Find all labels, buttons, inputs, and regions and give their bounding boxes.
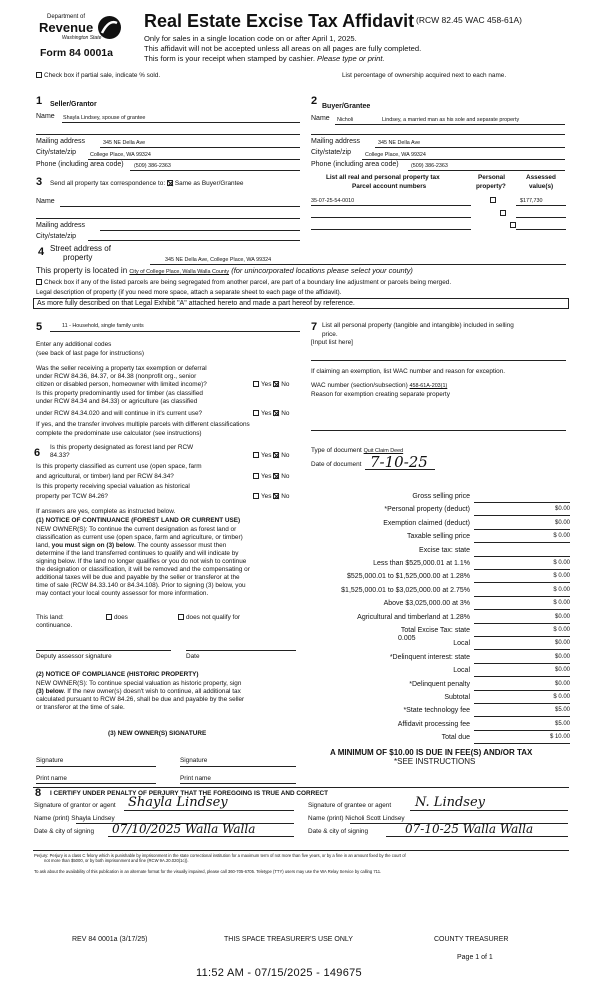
tax-row-label: Exemption claimed (deduct) xyxy=(383,519,470,527)
accessibility-note: To ask about the availability of this publication in an alternate format for the visually impaired, please call 360-705-6705. Teletype (TTY) users may use the WA Relay Service by calling 711. xyxy=(34,869,382,874)
buyer-mail-field[interactable]: 345 NE Della Ave xyxy=(378,140,421,146)
personal-prop-label-2: price. xyxy=(322,331,338,338)
correspondence-name-label: Name xyxy=(36,198,55,205)
if-yes-note: If answers are yes, complete as instructed below. xyxy=(36,508,176,515)
q-historic-yesno[interactable]: Yes No xyxy=(253,493,289,500)
buyer-phone-field[interactable]: (509) 386-2363 xyxy=(411,163,448,169)
location-line: This property is located in City of College Place, Walla Walla County (for unincorporated locations please select your county) xyxy=(36,266,413,275)
seller-name-label: Name xyxy=(36,113,55,120)
certification-statement: I CERTIFY UNDER PENALTY OF PERJURY THAT THE FOREGOING IS TRUE AND CORRECT xyxy=(50,790,329,797)
tax-row-value[interactable]: $5.00 xyxy=(554,707,570,714)
revision-label: REV 84 0001a (3/17/25) xyxy=(72,936,148,943)
q-multiple-1: If yes, and the transfer involves multiple parcels with different classifications xyxy=(36,421,250,428)
nc-line-4: determine if the land transferred continues to qualify and will indicate by xyxy=(36,550,239,557)
perjury-note-2: not more than $5000, or by both imprisonment and fine (RCW 9A.20.020(1c)). xyxy=(44,858,189,863)
local-rate-text: 0.005 xyxy=(398,635,416,642)
nc-line-5: signing below. If the land no longer qualifies or you do not wish to continue xyxy=(36,558,247,565)
buyer-first-name-field[interactable]: Nicholi xyxy=(337,117,354,123)
street-address-label: Street address of xyxy=(50,244,111,253)
tax-row-value[interactable]: $0.00 xyxy=(554,519,570,526)
segregation-checkbox[interactable]: Check box if any of the listed parcels are being segregated from another parcel, are part of a boundary line adjustment or parcels being merged. xyxy=(36,279,451,286)
deputy-date-label: Date xyxy=(186,653,200,660)
section-4-number: 4 xyxy=(38,246,45,258)
additional-codes-label: Enter any additional codes xyxy=(36,341,112,348)
notice-compliance-title: (2) NOTICE OF COMPLIANCE (HISTORIC PROPERTY) xyxy=(36,671,199,678)
minimum-due-note: A MINIMUM OF $10.00 IS DUE IN FEE(S) AND/OR TAX xyxy=(330,748,533,757)
parcel-header-2: Parcel account numbers xyxy=(352,183,427,190)
personal-prop-input[interactable]: [Input list here] xyxy=(311,339,353,346)
same-as-buyer-checkbox[interactable] xyxy=(167,180,173,186)
section-5-number: 5 xyxy=(36,321,43,333)
county-treasurer-label: COUNTY TREASURER xyxy=(434,936,509,943)
tax-row-label: Agricultural and timberland at 1.28% xyxy=(357,613,470,621)
grantee-print-name[interactable]: Nicholi Scott Lindsey xyxy=(345,815,405,822)
grantee-date-city-label: Date & city of signing xyxy=(308,828,369,835)
grantor-signature[interactable]: Shayla Lindsey xyxy=(128,795,228,810)
q-timber-yesno[interactable]: Yes No xyxy=(253,410,289,417)
q-timber-1: Is this property predominantly used for timber (as classified xyxy=(36,390,203,397)
tax-row-label: *State technology fee xyxy=(403,707,470,715)
tax-row-label: $1,525,000.01 to $3,025,000.00 at 2.75% xyxy=(341,586,470,594)
q-exemption-3: citizen or disabled person, homeowner with limited income)? xyxy=(36,381,207,388)
section-8-number: 8 xyxy=(35,787,42,799)
q-historic-1: Is this property receiving special valuation as historical xyxy=(36,483,190,490)
rcw-ref: (RCW 82.45 WAC 458-61A) xyxy=(416,15,522,25)
exemption-label: If claiming an exemption, list WAC number and reason for exception. xyxy=(311,368,506,375)
buyer-city-field[interactable]: College Place, WA 99324 xyxy=(365,152,426,158)
tax-row-value[interactable]: $0.00 xyxy=(554,640,570,647)
see-instructions-note: *SEE INSTRUCTIONS xyxy=(394,757,476,766)
perjury-note-1: Perjury: Perjury is a class C felony which is punishable by imprisonment in the state correctional institution for a maximum term of not more than five years, or by a fine in an amount fixed by the court of xyxy=(34,853,406,858)
deputy-signature-label: Deputy assessor signature xyxy=(36,653,112,660)
seller-city-field[interactable]: College Place, WA 99324 xyxy=(90,152,151,158)
doc-type-field[interactable]: Quit Claim Deed xyxy=(363,448,404,454)
section-2-title: Buyer/Grantee xyxy=(322,103,371,110)
wac-line: WAC number (section/subsection) 458-61A-203(1) xyxy=(311,382,448,389)
doc-date-label: Date of document xyxy=(311,461,362,468)
personal-property-checkbox-2[interactable] xyxy=(500,210,506,216)
grantor-date-city[interactable]: 07/10/2025 Walla Walla xyxy=(112,822,256,836)
seller-mail-label: Mailing address xyxy=(36,138,86,145)
tax-row-value[interactable]: $0.00 xyxy=(554,653,570,660)
property-header: property? xyxy=(476,183,506,190)
grantee-signature[interactable]: N. Lindsey xyxy=(415,795,486,810)
tax-row-label: Affidavit processing fee xyxy=(397,720,470,728)
q-multiple-2: complete the predominate use calculator (see instructions) xyxy=(36,430,202,437)
tax-row-value[interactable]: $0.00 xyxy=(554,667,570,674)
dept-text: Department of xyxy=(47,14,86,20)
nc-line-2: classification as current use (open space, farm and agriculture, or timber) xyxy=(36,534,243,541)
seller-phone-label: Phone (including area code) xyxy=(36,161,124,168)
legal-description-field[interactable]: As more fully described on that Legal Exhibit "A" attached hereto and made a part hereof by reference. xyxy=(33,298,569,309)
header-line-1: Only for sales in a single location code on or after April 1, 2025. xyxy=(144,34,357,43)
tax-row-value[interactable]: $ 0.00 xyxy=(553,586,570,593)
q-forest-2: 84.33? xyxy=(50,452,70,459)
location-field[interactable]: City of College Place, Walla Walla County xyxy=(129,269,230,275)
seller-phone-field[interactable]: (509) 386-2363 xyxy=(134,163,171,169)
logo-mark-icon xyxy=(97,15,122,40)
ownership-note: List percentage of ownership acquired next to each name. xyxy=(342,72,507,79)
nc-line-6: the designation or classification, it will be removed and the compensating or xyxy=(36,566,250,573)
tax-row-label: Above $3,025,000.00 at 3% xyxy=(383,600,470,608)
tax-row-label: Excise tax: state xyxy=(419,546,470,554)
assessed-value-field[interactable]: $177,730 xyxy=(520,198,543,204)
tax-row-value[interactable]: $ 0.00 xyxy=(553,533,570,540)
personal-property-checkbox-1[interactable] xyxy=(490,197,496,203)
section-2-number: 2 xyxy=(311,95,318,107)
ncp-line-2: (3) below. If the new owner(s) doesn't wish to continue, all additional tax xyxy=(36,688,241,695)
tax-row-value[interactable]: $ 10.00 xyxy=(549,734,570,741)
header-line-3: This form is your receipt when stamped by cashier. Please type or print. xyxy=(144,54,385,63)
nc-line-3: land, you must sign on (3) below. The county assessor must then xyxy=(36,542,227,549)
section-1-title: Seller/Grantor xyxy=(50,101,97,108)
buyer-phone-label: Phone (including area code) xyxy=(311,161,399,168)
revenue-text: Revenue xyxy=(39,20,94,35)
tax-row-value[interactable]: $5.00 xyxy=(554,720,570,727)
seller-mail-field[interactable]: 345 NE Della Ave xyxy=(103,140,146,146)
does-qualify-checkbox[interactable]: does xyxy=(106,614,128,621)
nc-line-1: NEW OWNER(S): To continue the current designation as forest land or xyxy=(36,526,237,533)
tax-row-label: Less than $525,000.01 at 1.1% xyxy=(373,560,470,567)
tax-row-label: $525,000.01 to $1,525,000.00 at 1.28% xyxy=(347,573,470,581)
nc-line-9: may contact your local county assessor for more information. xyxy=(36,590,209,597)
grantor-date-city-label: Date & city of signing xyxy=(34,828,95,835)
nc-line-7: additional taxes will be due and payable by the seller or transferor at the xyxy=(36,574,240,581)
tax-row-value[interactable]: $ 0.00 xyxy=(553,627,570,633)
codes-instructions: (see back of last page for instructions) xyxy=(36,350,144,357)
personal-property-checkbox-3[interactable] xyxy=(510,222,516,228)
owner-signature-label-2: Signature xyxy=(180,757,208,764)
owner-print-name-2: Print name xyxy=(180,775,211,782)
tax-row-label: *Delinquent penalty xyxy=(409,680,470,688)
q-exemption-yesno[interactable]: Yes No xyxy=(253,381,289,388)
q-forest-1: Is this property designated as forest land per RCW xyxy=(50,444,194,451)
section-1-number: 1 xyxy=(36,95,43,107)
owner-signature-label-1: Signature xyxy=(36,757,64,764)
ncp-line-1: NEW OWNER(S): To continue special valuation as historic property, sign xyxy=(36,680,242,687)
partial-sale-checkbox[interactable]: Check box if partial sale, indicate % sold. xyxy=(36,72,160,79)
doc-date-field[interactable]: 7-10-25 xyxy=(370,453,428,471)
treasurer-use-label: THIS SPACE TREASURER'S USE ONLY xyxy=(224,936,353,943)
legal-description-label: Legal description of property (if you need more space, attach a separate sheet to each page of the affidavit). xyxy=(36,289,342,296)
property-label: property xyxy=(63,253,93,262)
section-7-number: 7 xyxy=(311,321,318,333)
q-current-use-1: Is this property classified as current use (open space, farm xyxy=(36,463,202,470)
correspondence-city-label: City/state/zip xyxy=(36,233,77,240)
q-current-use-yesno[interactable]: Yes No xyxy=(253,473,289,480)
grantor-print-name[interactable]: Shayla Lindsey xyxy=(71,815,115,822)
seller-name-field[interactable]: Shayla Lindsey, spouse of grantee xyxy=(63,115,146,121)
grantee-print-line: Name (print) Nicholi Scott Lindsey xyxy=(308,815,405,822)
notice-continuance-title: (1) NOTICE OF CONTINUANCE (FOREST LAND OR CURRENT USE) xyxy=(36,517,241,524)
buyer-name-field[interactable]: Lindsey, a married man as his sole and separate property xyxy=(382,117,520,123)
tax-row-value[interactable]: $0.00 xyxy=(554,680,570,687)
parcel-number-field[interactable]: 35-07-25-54-0010 xyxy=(311,198,355,204)
doc-type-line: Type of document Quit Claim Deed xyxy=(311,447,404,454)
buyer-city-label: City/state/zip xyxy=(311,149,352,156)
grantor-signature-label: Signature of grantor or agent xyxy=(34,802,116,809)
q-exemption-1: Was the seller receiving a property tax exemption or deferral xyxy=(36,365,207,372)
tax-row-label: Local xyxy=(453,667,470,675)
personal-header: Personal xyxy=(478,174,505,181)
assessed-header: Assessed xyxy=(526,174,556,181)
tax-row-label: Gross selling price xyxy=(412,493,470,500)
buyer-mail-label: Mailing address xyxy=(311,138,361,145)
ncp-line-4: or transferor at the time of sale. xyxy=(36,704,125,711)
seller-city-label: City/state/zip xyxy=(36,149,77,156)
tax-row-value[interactable]: $ 0.00 xyxy=(553,600,570,607)
tax-row-label: Local xyxy=(453,640,470,648)
grantor-print-line: Name (print) Shayla Lindsey xyxy=(34,815,115,822)
q-historic-2: property per TCW 84.26? xyxy=(36,493,108,500)
q-timber-2: under RCW 84.34 and 84.33) or agriculture (as classified xyxy=(36,398,198,405)
property-address-field[interactable]: 345 NE Della Ave, College Place, WA 99324 xyxy=(165,257,272,263)
wac-number-field[interactable]: 458-61A-203(1) xyxy=(409,383,448,389)
grantee-date-city[interactable]: 07-10-25 Walla Walla xyxy=(405,822,534,836)
tax-row-value[interactable]: $ 0.00 xyxy=(553,694,570,700)
page-number: Page 1 of 1 xyxy=(457,954,493,961)
header-line-2: This affidavit will not be accepted unless all areas on all pages are fully completed. xyxy=(144,44,422,53)
section-3-text: Send all property tax correspondence to: Same as Buyer/Grantee xyxy=(50,180,244,187)
continuance-label: continuance. xyxy=(36,622,73,629)
buyer-name-label: Name xyxy=(311,115,330,122)
tax-row-label: Total Excise Tax: state xyxy=(400,627,470,634)
tax-row-label: Taxable selling price xyxy=(406,533,470,541)
grantee-signature-label: Signature of grantee or agent xyxy=(308,802,392,809)
exemption-reason-label: Reason for exemption creating separate property xyxy=(311,391,450,398)
form-title: Real Estate Excise Tax Affidavit xyxy=(144,11,415,31)
new-owner-signature-title: (3) NEW OWNER(S) SIGNATURE xyxy=(108,730,207,737)
section-3-number: 3 xyxy=(36,176,43,188)
correspondence-mail-label: Mailing address xyxy=(36,222,86,229)
tax-row-label: *Delinquent interest: state xyxy=(389,653,470,661)
this-land-label: This land: xyxy=(36,614,64,621)
q-forest-yesno[interactable]: Yes No xyxy=(253,452,289,459)
owner-print-name-1: Print name xyxy=(36,775,67,782)
ncp-line-3: calculated pursuant to RCW 84.26, shall be due and payable by the seller xyxy=(36,696,245,703)
parcel-header-1: List all real and personal property tax xyxy=(326,174,440,181)
tax-row-label: Subtotal xyxy=(444,694,470,701)
tax-row-value[interactable]: $0.00 xyxy=(554,613,570,620)
tax-row-value[interactable]: $0.00 xyxy=(554,506,570,513)
nc-line-8: time of sale (RCW 84.33.140 or 84.34.108). Prior to signing (3) below, you xyxy=(36,582,246,589)
form-number: Form 84 0001a xyxy=(40,47,113,59)
tax-row-value[interactable]: $ 0.00 xyxy=(553,573,570,580)
values-header: value(s) xyxy=(529,183,554,190)
state-text: Washington State xyxy=(62,35,102,41)
land-use-code-field[interactable]: 11 - Household, single family units xyxy=(62,323,144,329)
q-exemption-2: under RCW 84.36, 84.37, or 84.38 (nonprofit org., senior xyxy=(36,373,197,380)
tax-row-label: Total due xyxy=(441,734,470,742)
does-not-qualify-checkbox[interactable]: does not qualify for xyxy=(178,614,240,621)
section-6-number: 6 xyxy=(34,447,41,459)
tax-row-label: *Personal property (deduct) xyxy=(384,506,470,514)
q-current-use-2: and agricultural, or timber) land per RCW 84.34? xyxy=(36,473,174,480)
personal-prop-label-1: List all personal property (tangible and intangible) included in selling xyxy=(322,322,514,329)
recording-stamp: 11:52 AM - 07/15/2025 - 149675 xyxy=(196,967,362,979)
tax-row-value[interactable]: $ 0.00 xyxy=(553,560,570,566)
q-timber-3: under RCW 84.34.020 and will continue in it's current use? xyxy=(36,410,203,417)
